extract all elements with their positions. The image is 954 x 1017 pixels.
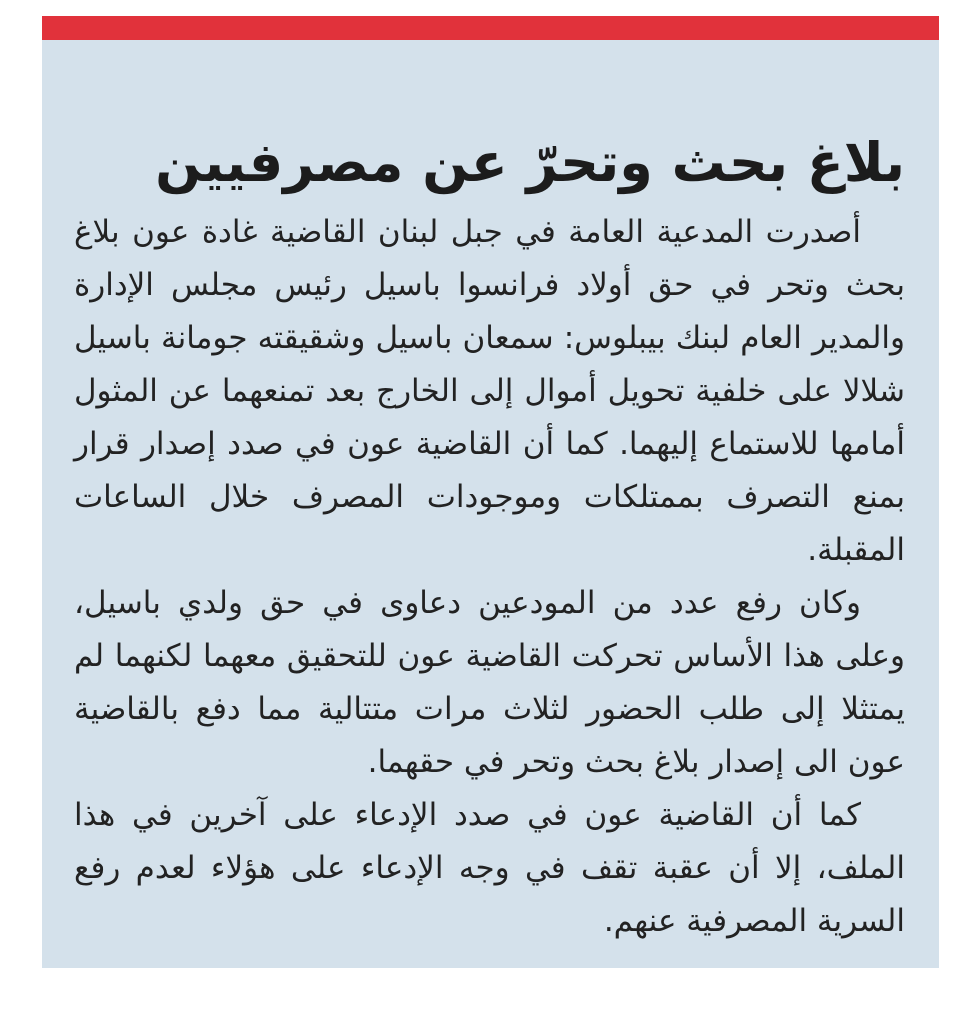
article-paragraph-3: كما أن القاضية عون في صدد الإدعاء على آخرين في هذا الملف، إلا أن عقبة تقف في وجه الإدعاء على هؤلاء لعدم رفع السرية المصرفية عنهم.	[74, 797, 905, 939]
article-content	[74, 120, 905, 948]
article-headline: بلاغ بحث وتحرّ عن مصرفيين	[155, 131, 905, 194]
article-paragraph-2: وكان رفع عدد من المودعين دعاوى في حق ولدي باسيل، وعلى هذا الأساس تحركت القاضية عون للتحقيق معهما لكنهما لم يمتثلا إلى طلب الحضور لثلاث مرات متتالية مما دفع بالقاضية عون الى إصدار بلاغ بحث وتحر في حقهما.	[74, 585, 905, 780]
accent-bar	[42, 16, 939, 40]
article-paragraph-1: أصدرت المدعية العامة في جبل لبنان القاضية غادة عون بلاغ بحث وتحر في حق أولاد فرانسوا باسيل رئيس مجلس الإدارة والمدير العام لبنك بيبلوس: سمعان باسيل وشقيقته جومانة باسيل شلالا على خلفية تحويل أموال إلى الخارج بعد تمنعهما عن المثول أمامها للاستماع إليهما. كما أن القاضية عون في صدد إصدار قرار بمنع التصرف بممتلكات وموجودات المصرف خلال الساعات المقبلة.	[74, 214, 905, 568]
article-box	[42, 16, 939, 968]
